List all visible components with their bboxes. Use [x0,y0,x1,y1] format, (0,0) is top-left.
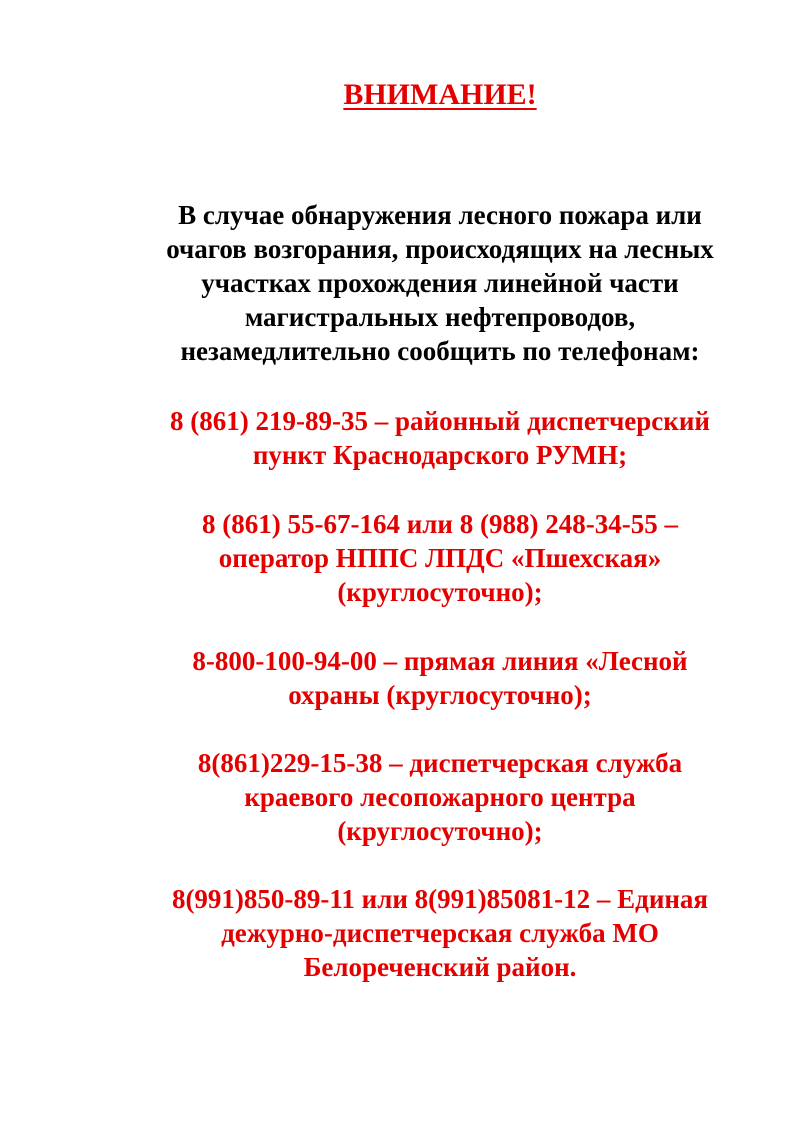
contact-line: краевого лесопожарного центра [244,782,636,812]
intro-line: участках прохождения линейной части [201,268,679,298]
contact-line: дежурно-диспетчерская служба МО [221,918,659,948]
contact-line: 8-800-100-94-00 – прямая линия «Лесной [192,646,688,676]
intro-line: незамедлительно сообщить по телефонам: [180,336,700,366]
contact-line: 8 (861) 55-67-164 или 8 (988) 248-34-55 – [202,509,678,539]
page-title: ВНИМАНИЕ! [343,78,537,111]
contact-forest-protection-hotline [110,644,770,712]
contact-line: 8(991)850-89-11 или 8(991)85081-12 – Единая [171,884,709,914]
intro-line: В случае обнаружения лесного пожара или [178,200,702,230]
contact-line: охраны (круглосуточно); [288,680,592,710]
contact-line: Белореченский район. [303,952,577,982]
intro-line: магистральных нефтепроводов, [244,302,636,332]
contact-line: 8 (861) 219-89-35 – районный диспетчерский [170,406,710,436]
contact-operator-pshekhskaya [110,507,770,609]
contact-edds-belorechensky [110,882,770,984]
contact-line: (круглосуточно); [337,577,543,607]
contact-line: оператор НППС ЛПДС «Пшехская» [218,543,662,573]
intro-paragraph [110,198,770,368]
contact-line: пункт Краснодарского РУМН; [252,440,628,470]
contact-line: (круглосуточно); [337,816,543,846]
contact-line: 8(861)229-15-38 – диспетчерская служба [197,748,683,778]
contact-district-dispatch [110,404,770,472]
contact-regional-fire-center [110,746,770,848]
intro-line: очагов возгорания, происходящих на лесных [166,234,714,264]
